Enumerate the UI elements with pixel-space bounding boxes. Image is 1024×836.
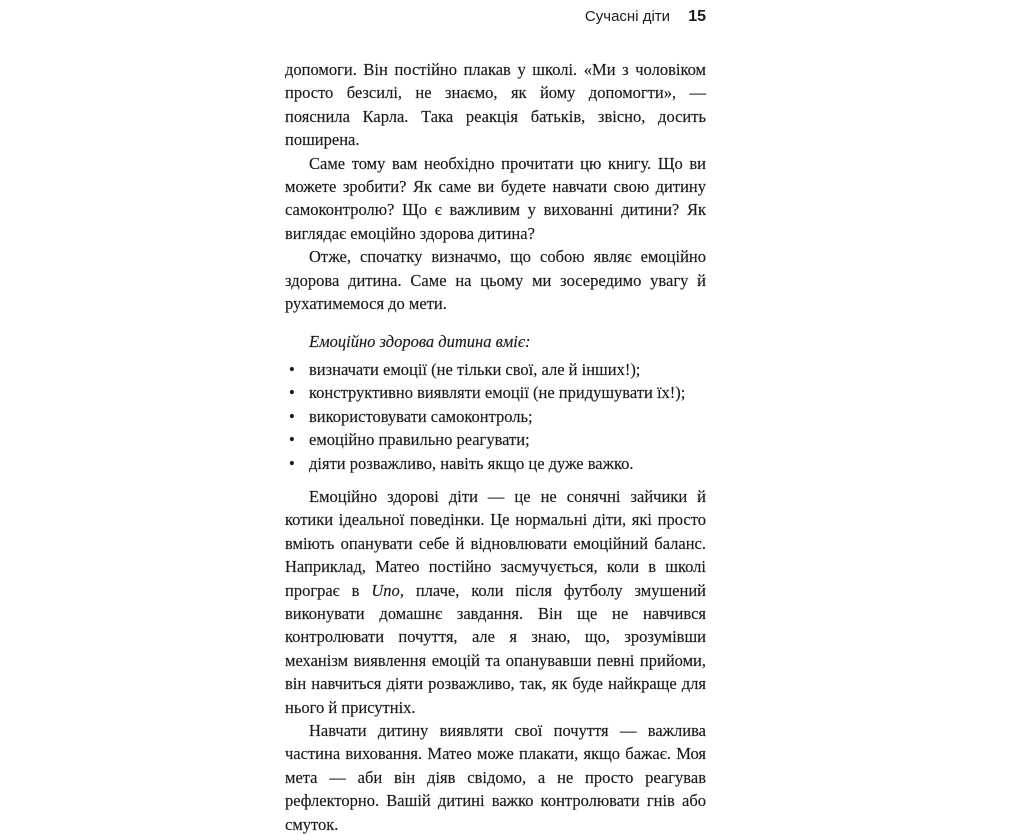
list-item-text: визначати емоції (не тільки свої, але й інших!); — [309, 359, 641, 379]
bullet-icon: • — [289, 453, 295, 473]
page-number: 15 — [688, 8, 706, 25]
body-text — [285, 58, 706, 836]
paragraph-4-part-1: Емоційно здорові діти — це не сонячні зайчики й котики ідеальної поведінки. Це нормальні діти, які просто вміють опанувати себе й відновлювати емоційний баланс. Наприклад, Матео постійно засмучується, коли в школі програє в — [285, 486, 706, 600]
bullet-icon: • — [289, 430, 295, 450]
paragraph-4-part-2: , плаче, коли після футболу змушений виконувати домашнє завдання. Він ще не навчився контролювати почуття, але я знаю, що, зрозумівши механізм виявлення емоцій та опанувавши певні прийоми, він навчиться діяти розважливо, так, як буде найкраще для нього й присутніх. — [285, 580, 706, 717]
bullet-icon: • — [289, 359, 295, 379]
bullet-icon: • — [289, 406, 295, 426]
list-item-text: використовувати самоконтроль; — [309, 406, 533, 426]
paragraph-5: Навчати дитину виявляти свої почуття — важлива частина виховання. Матео може плакати, якщо бажає. Моя мета — аби він діяв свідомо, а не просто реагував рефлекторно. Вашій дитині важко контролювати гнів або смуток. — [285, 720, 706, 834]
list-item — [285, 428, 706, 451]
paragraph-3: Отже, спочатку визначмо, що собою являє емоційно здорова дитина. Саме на цьому ми зосередимо увагу й рухатимемося до мети. — [285, 247, 706, 314]
list-item-text: діяти розважливо, навіть якщо це дуже важко. — [309, 453, 634, 473]
paragraph-2: Саме тому вам необхідно прочитати цю книгу. Що ви можете зробити? Як саме ви будете навчати свою дитину самоконтролю? Що є важливим у вихованні дитини? Як виглядає емоційно здорова дитина? — [285, 153, 706, 243]
skills-list — [285, 358, 706, 475]
list-item-text: емоційно правильно реагувати; — [309, 430, 530, 450]
list-item — [285, 405, 706, 428]
running-head-title: Сучасні діти — [584, 8, 671, 25]
game-title-uno: Uno — [371, 580, 400, 600]
paragraph-1: допомоги. Він постійно плакав у школі. «Ми з чоловіком просто безсилі, не знаємо, як йому допомогти», — пояснила Карла. Така реакція батьків, звісно, досить поширена. — [285, 60, 706, 150]
list-item-text: конструктивно виявляти емоції (не придушувати їх!); — [309, 383, 686, 403]
list-intro: Емоційно здорова дитина вміє: — [309, 332, 531, 352]
paragraph-4 — [285, 485, 706, 719]
list-item — [285, 381, 706, 404]
list-item — [285, 358, 706, 381]
list-item — [285, 452, 706, 475]
running-head — [585, 8, 706, 26]
bullet-icon: • — [289, 383, 295, 403]
